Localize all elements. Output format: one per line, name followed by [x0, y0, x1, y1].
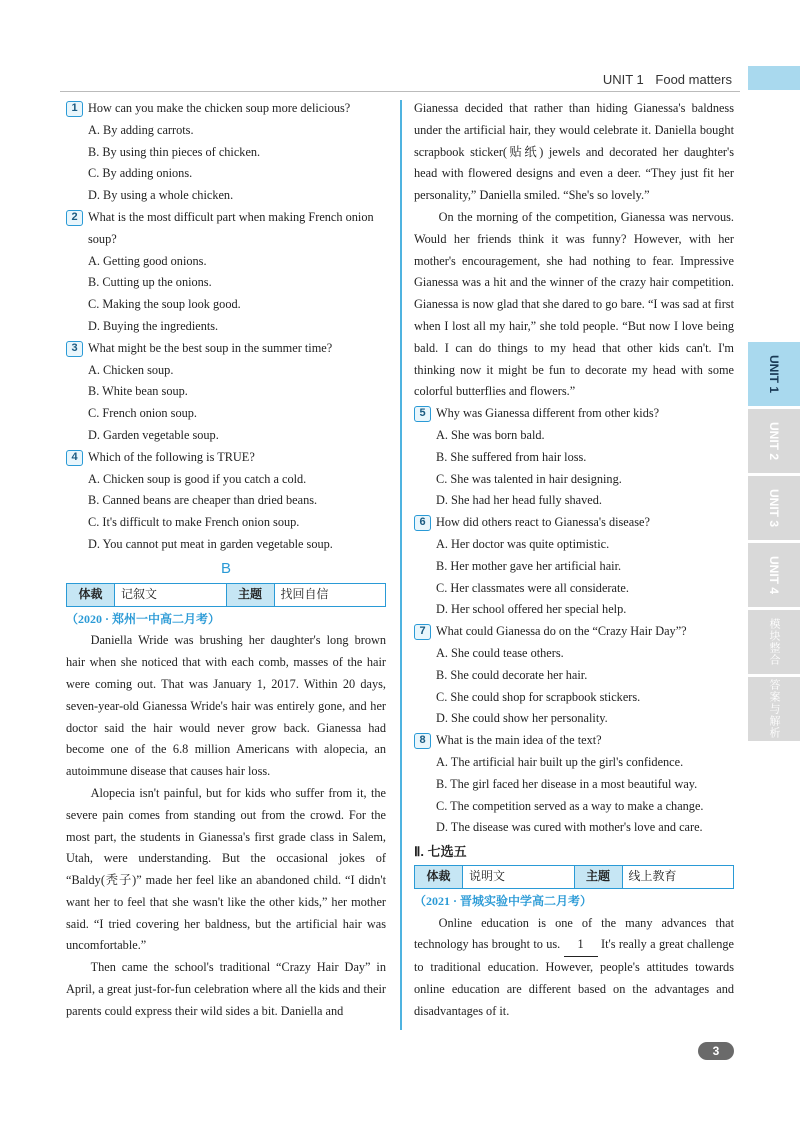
genre-table: [66, 583, 386, 607]
option: C. By adding onions.: [88, 166, 193, 181]
passage-paragraph: Gianessa decided that rather than hiding Gianessa's baldness under the artificial hair, they would celebrate it. Daniella bought scrapbook sticker(贴纸) jewels and decorated her daughter's head with flowered designs and even a deer. “They just fit her personality,” Daniella smiled. “She's so lovely.”: [414, 101, 734, 203]
option: D. Garden vegetable soup.: [88, 427, 219, 442]
option: D. You cannot put meat in garden vegetable soup.: [88, 536, 333, 551]
question: [66, 447, 386, 556]
question-number-badge: 2: [66, 210, 83, 226]
side-tab-label: 答案与解析: [768, 679, 780, 739]
option: A. Chicken soup is good if you catch a cold.: [88, 471, 307, 486]
passage-text: It's really a great challenge to traditional education. However, people's attitudes towards online education are different based on the advantages and disadvantages of it.: [414, 937, 735, 1018]
option: D. By using a whole chicken.: [88, 188, 234, 203]
side-tab-module[interactable]: [748, 610, 800, 674]
option: B. Canned beans are cheaper than dried beans.: [88, 493, 318, 508]
question-stem: [66, 207, 386, 251]
option: C. Her classmates were all considerate.: [436, 580, 629, 595]
page-number: 3: [698, 1042, 734, 1060]
question-number-badge: 5: [414, 406, 431, 422]
question: [414, 621, 734, 730]
option: C. She was talented in hair designing.: [436, 471, 622, 486]
question-stem: [66, 338, 386, 360]
question: [66, 338, 386, 447]
right-column: [414, 98, 734, 1023]
side-tab-label: UNIT 2: [766, 421, 781, 461]
section-heading: B: [220, 559, 231, 577]
option: A. The artificial hair built up the girl's confidence.: [436, 754, 684, 769]
genre-label: 体裁: [67, 584, 115, 606]
side-tab-unit-2[interactable]: [748, 409, 800, 473]
question-number-badge: 7: [414, 624, 431, 640]
source-note: （2021 · 晋城实验中学高二月考）: [414, 893, 593, 908]
left-column: [66, 98, 386, 1023]
section-heading: Ⅱ. 七选五: [414, 844, 467, 860]
question: [66, 207, 386, 338]
genre-value: 记叙文: [115, 584, 227, 606]
genre-table: [414, 865, 734, 889]
option: B. By using thin pieces of chicken.: [88, 144, 261, 159]
option: C. The competition served as a way to make a change.: [436, 798, 704, 813]
passage-text: Online education is one of the many advances that technology has brought to us.: [414, 915, 734, 952]
question: [414, 512, 734, 621]
option: C. It's difficult to make French onion soup.: [88, 515, 300, 530]
passage-paragraph: Daniella Wride was brushing her daughter's long brown hair when she noticed that with each comb, masses of the hair were coming out. That was January 1, 2017. Within 20 days, seven-year-old Gianessa Wride's hair was entirely gone, and her doctor said the hair would never grow back. Gianessa had become one of the 6.8 million Americans with alopecia, an autoimmune disease that causes hair loss.: [66, 633, 386, 779]
option: C. Making the soup look good.: [88, 297, 241, 312]
question-text: What is the most difficult part when making French onion soup?: [88, 209, 374, 246]
option: B. Her mother gave her artificial hair.: [436, 558, 622, 573]
question-text: What might be the best soup in the summer time?: [88, 340, 333, 355]
side-tab-label: 模块整合: [768, 618, 780, 666]
answer-blank: 1: [564, 934, 598, 957]
question-number-badge: 1: [66, 101, 83, 117]
topic-value: 线上教育: [628, 868, 677, 883]
genre-value: 说明文: [463, 866, 575, 888]
option: A. Chicken soup.: [88, 362, 174, 377]
question-text: Which of the following is TRUE?: [88, 449, 255, 464]
question-stem: [414, 512, 734, 534]
passage-paragraph: Alopecia isn't painful, but for kids who suffer from it, the severe pain comes from standing out from the crowd. For the most part, the students in Gianessa's first grade class in Salem, Utah, were understanding. But the occasional jokes of “Baldy(秃子)” made her feel like an abandoned child. “I didn't want her to feel that she wasn't like the other kids,” her mother said. “I tried covering her baldness, but the artificial hair was uncomfortable.”: [66, 785, 386, 953]
question-stem: [66, 98, 386, 120]
passage-paragraph: Then came the school's traditional “Crazy Hair Day” in April, a great just-for-fun celebration where all the kids and their parents could express their wild sides a bit. Daniella and: [66, 960, 386, 1018]
option: D. The disease was cured with mother's love and care.: [436, 820, 703, 835]
question-text: Why was Gianessa different from other kids?: [436, 406, 660, 421]
option: C. She could shop for scrapbook stickers.: [436, 689, 641, 704]
source-note: （2020 · 郑州一中高二月考）: [66, 611, 221, 626]
option: C. French onion soup.: [88, 406, 197, 421]
option: A. By adding carrots.: [88, 122, 194, 137]
question-text: What is the main idea of the text?: [436, 733, 602, 748]
genre-label: 体裁: [415, 866, 463, 888]
question-text: What could Gianessa do on the “Crazy Hair Day”?: [436, 624, 687, 639]
question: [414, 730, 734, 839]
side-tab-nav: [748, 342, 800, 744]
passage-paragraph: On the morning of the competition, Gianessa was nervous. Would her friends think it was funny? However, with her mother's encouragement, she had nothing to fear. Impressive Gianessa was a hit and the winner of the crazy hair competition. Gianessa is now glad that she dared to go bare. “I was sad at first when I lost all my hair,” she told people. “But now I love being bald. I can do things to my head that other kids can't. I'm thinking now it might be fun to decorate my head with some colorful butterflies and flowers.”: [414, 209, 734, 399]
question-stem: [66, 447, 386, 469]
side-tab-label: UNIT 1: [766, 354, 781, 394]
option: A. She could tease others.: [436, 645, 564, 660]
side-tab-answers[interactable]: [748, 677, 800, 741]
side-tab-unit-4[interactable]: [748, 543, 800, 607]
header-topic: Food matters: [655, 72, 732, 87]
side-tab-label: UNIT 3: [766, 488, 781, 528]
topic-value: 找回自信: [280, 586, 329, 601]
topic-label: 主题: [575, 866, 623, 888]
header-title: [603, 72, 732, 87]
header-unit: UNIT 1: [602, 72, 644, 87]
question: [414, 403, 734, 512]
option: A. Getting good onions.: [88, 253, 207, 268]
option: D. She had her head fully shaved.: [436, 493, 602, 508]
question-number-badge: 3: [66, 341, 83, 357]
option: A. Her doctor was quite optimistic.: [436, 536, 610, 551]
question-stem: [414, 730, 734, 752]
option: B. White bean soup.: [88, 384, 188, 399]
side-tab-unit-1[interactable]: [748, 342, 800, 406]
option: B. She could decorate her hair.: [436, 667, 588, 682]
question-number-badge: 6: [414, 515, 431, 531]
header-color-tab: [748, 66, 800, 90]
option: D. Her school offered her special help.: [436, 602, 627, 617]
option: B. Cutting up the onions.: [88, 275, 212, 290]
question-stem: [414, 403, 734, 425]
header-rule: [60, 91, 740, 92]
option: B. She suffered from hair loss.: [436, 449, 587, 464]
topic-label: 主题: [227, 584, 275, 606]
page-header: [0, 0, 800, 90]
side-tab-label: UNIT 4: [766, 555, 781, 595]
option: D. She could show her personality.: [436, 711, 608, 726]
question-text: How can you make the chicken soup more delicious?: [88, 101, 351, 115]
passage-paragraph: [414, 913, 734, 1023]
option: D. Buying the ingredients.: [88, 318, 219, 333]
side-tab-unit-3[interactable]: [748, 476, 800, 540]
question: [66, 98, 386, 207]
question-number-badge: 8: [414, 733, 431, 749]
option: A. She was born bald.: [436, 427, 545, 442]
question-text: How did others react to Gianessa's disease?: [436, 515, 650, 530]
option: B. The girl faced her disease in a most beautiful way.: [436, 776, 698, 791]
column-divider: [400, 100, 402, 1030]
question-number-badge: 4: [66, 450, 83, 466]
question-stem: [414, 621, 734, 643]
